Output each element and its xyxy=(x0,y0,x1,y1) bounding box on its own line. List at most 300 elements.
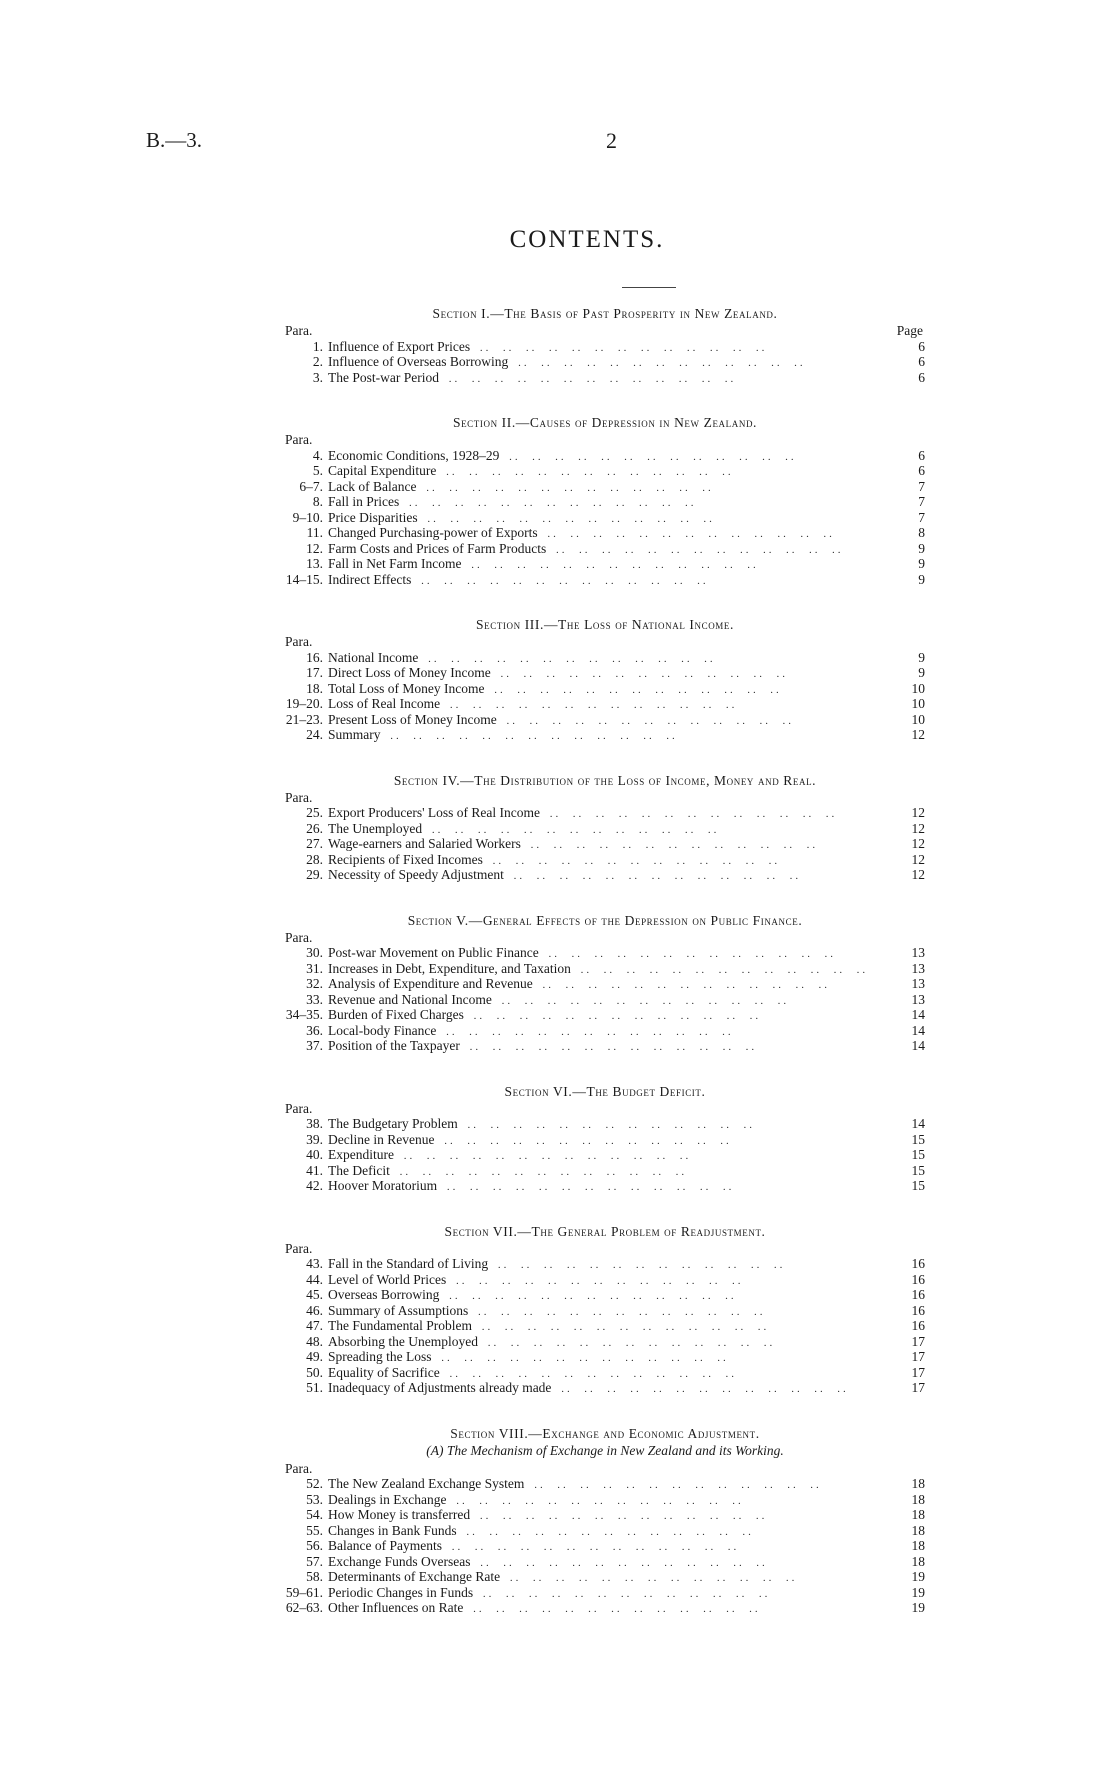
dot-leader: .. .. .. .. .. .. .. .. .. .. .. .. .. xyxy=(442,372,737,385)
para-column-label: Para. xyxy=(285,634,313,649)
entry-title: Other Influences on Rate xyxy=(328,1600,464,1615)
column-heads xyxy=(285,323,925,339)
dot-leader: .. .. .. .. .. .. .. .. .. .. .. .. .. xyxy=(397,1150,692,1162)
entry-para-number: 58. xyxy=(306,1569,323,1584)
entry-page-number: 17 xyxy=(911,1380,925,1395)
entry-title: Direct Loss of Money Income xyxy=(328,665,491,680)
dot-leader: .. .. .. .. .. .. .. .. .. .. .. .. .. xyxy=(544,808,838,820)
column-heads xyxy=(285,930,925,946)
dot-leader: .. .. .. .. .. .. .. .. .. .. .. .. .. xyxy=(474,1510,768,1522)
para-column-label: Para. xyxy=(285,323,313,338)
entry-page-number: 12 xyxy=(911,805,925,820)
entry-para-number: 1. xyxy=(312,338,323,354)
toc-entry xyxy=(285,1318,925,1334)
entry-title: Spreading the Loss xyxy=(328,1349,432,1364)
entry-title: Lack of Balance xyxy=(328,478,417,494)
entry-page-number: 18 xyxy=(911,1522,925,1538)
entry-para-number: 28. xyxy=(306,851,323,867)
entry-para-number: 4. xyxy=(312,447,323,463)
entry-para-number: 11. xyxy=(306,525,323,540)
dot-leader: .. .. .. .. .. .. .. .. .. .. .. .. .. xyxy=(463,1041,758,1053)
column-heads xyxy=(285,1101,925,1117)
dot-leader: .. .. .. .. .. .. .. .. .. .. .. .. .. xyxy=(550,543,844,556)
column-heads xyxy=(285,1461,925,1477)
entry-page-number: 13 xyxy=(911,960,925,976)
toc-entry xyxy=(285,1163,925,1179)
entry-para-number: 39. xyxy=(306,1131,323,1147)
dot-leader: .. .. .. .. .. .. .. .. .. .. .. .. .. xyxy=(486,854,781,867)
dot-leader: .. .. .. .. .. .. .. .. .. .. .. .. .. xyxy=(524,839,819,851)
entry-para-number: 37. xyxy=(306,1038,323,1053)
toc-entry xyxy=(285,541,925,557)
entry-title: Changed Purchasing-power of Exports xyxy=(328,525,538,540)
entry-page-number: 9 xyxy=(918,540,925,556)
contents-title: CONTENTS. xyxy=(509,226,665,253)
entry-para-number: 25. xyxy=(306,805,323,820)
section-title: Section VII.—The General Problem of Readjustment. xyxy=(444,1223,766,1239)
entry-page-number: 18 xyxy=(911,1507,925,1522)
dot-leader: .. .. .. .. .. .. .. .. .. .. .. .. .. xyxy=(403,497,697,509)
toc-entry xyxy=(285,370,925,386)
para-column-label: Para. xyxy=(285,929,313,945)
entry-page-number: 16 xyxy=(911,1318,925,1333)
dot-leader: .. .. .. .. .. .. .. .. .. .. .. .. .. xyxy=(443,1290,737,1302)
dot-leader: .. .. .. .. .. .. .. .. .. .. .. .. .. xyxy=(450,1494,744,1507)
entry-para-number: 62–63. xyxy=(285,1600,323,1615)
dot-leader: .. .. .. .. .. .. .. .. .. .. .. .. .. xyxy=(555,1383,849,1395)
entry-title: Local-body Finance xyxy=(328,1022,437,1038)
entry-title: The Budgetary Problem xyxy=(328,1116,458,1131)
toc-section xyxy=(285,1224,925,1396)
dot-leader: .. .. .. .. .. .. .. .. .. .. .. .. .. xyxy=(441,1181,735,1193)
toc-section xyxy=(285,617,925,743)
entry-title: Balance of Payments xyxy=(328,1538,442,1553)
dot-leader: .. .. .. .. .. .. .. .. .. .. .. .. .. xyxy=(481,1336,776,1349)
toc-entry xyxy=(285,354,925,370)
entry-para-number: 49. xyxy=(306,1349,323,1364)
entry-page-number: 17 xyxy=(911,1364,925,1380)
entry-page-number: 15 xyxy=(911,1131,925,1147)
entry-title: Capital Expenditure xyxy=(328,463,437,478)
entry-page-number: 16 xyxy=(911,1302,925,1318)
entry-page-number: 16 xyxy=(911,1287,925,1302)
entry-page-number: 9 xyxy=(918,556,925,571)
toc-entry xyxy=(285,821,925,837)
entry-title: Fall in Prices xyxy=(328,494,400,509)
dot-leader: .. .. .. .. .. .. .. .. .. .. .. .. .. xyxy=(450,1274,744,1287)
entry-page-number: 7 xyxy=(918,509,925,525)
page-number: 2 xyxy=(606,128,617,153)
entry-page-number: 13 xyxy=(911,945,925,960)
toc-entry xyxy=(285,1380,925,1396)
toc-entry xyxy=(285,1038,925,1054)
entry-page-number: 6 xyxy=(918,369,925,385)
column-heads xyxy=(285,432,925,448)
entry-title: Post-war Movement on Public Finance xyxy=(328,945,539,960)
toc-entry xyxy=(285,1334,925,1350)
toc-entry xyxy=(285,1585,925,1601)
entry-page-number: 7 xyxy=(918,478,925,494)
dot-leader: .. .. .. .. .. .. .. .. .. .. .. .. .. xyxy=(420,481,714,494)
toc-entry xyxy=(285,1507,925,1523)
dot-leader: .. .. .. .. .. .. .. .. .. .. .. .. .. xyxy=(393,1165,688,1178)
entry-title: Increases in Debt, Expenditure, and Taxation xyxy=(328,960,571,976)
entry-page-number: 9 xyxy=(918,649,925,665)
entry-para-number: 52. xyxy=(306,1476,323,1491)
entry-title: Present Loss of Money Income xyxy=(328,711,497,727)
entry-para-number: 31. xyxy=(306,960,323,976)
para-column-label: Para. xyxy=(285,1460,313,1476)
entry-para-number: 41. xyxy=(306,1162,323,1178)
entry-para-number: 6–7. xyxy=(299,478,323,494)
entry-title: Burden of Fixed Charges xyxy=(328,1007,464,1022)
entry-title: Dealings in Exchange xyxy=(328,1491,447,1507)
entry-para-number: 24. xyxy=(306,727,323,742)
entry-title: Indirect Effects xyxy=(328,571,412,587)
toc-entry xyxy=(285,572,925,588)
entry-title: Fall in the Standard of Living xyxy=(328,1256,489,1271)
entry-para-number: 57. xyxy=(306,1553,323,1569)
toc-entry xyxy=(285,556,925,572)
toc-entry xyxy=(285,1007,925,1023)
dot-leader: .. .. .. .. .. .. .. .. .. .. .. .. .. xyxy=(443,1367,737,1380)
entry-para-number: 43. xyxy=(306,1256,323,1271)
entry-title: The Deficit xyxy=(328,1162,390,1178)
dot-leader: .. .. .. .. .. .. .. .. .. .. .. .. .. xyxy=(460,1525,754,1538)
entry-title: Wage-earners and Salaried Workers xyxy=(328,836,521,851)
para-column-label: Para. xyxy=(285,1240,313,1256)
entry-title: Summary xyxy=(328,727,381,742)
toc-entry xyxy=(285,1132,925,1148)
entry-title: The Post-war Period xyxy=(328,369,439,385)
dot-leader: .. .. .. .. .. .. .. .. .. .. .. .. .. xyxy=(461,1119,755,1131)
entry-para-number: 26. xyxy=(306,820,323,836)
entry-title: How Money is transferred xyxy=(328,1507,471,1522)
dot-leader: .. .. .. .. .. .. .. .. .. .. .. .. .. xyxy=(435,1352,729,1364)
entry-para-number: 51. xyxy=(306,1380,323,1395)
section-title: Section VI.—The Budget Deficit. xyxy=(504,1083,706,1099)
entry-page-number: 13 xyxy=(911,976,925,991)
entry-para-number: 50. xyxy=(306,1364,323,1380)
toc-entry xyxy=(285,665,925,681)
dot-leader: .. .. .. .. .. .. .. .. .. .. .. .. .. xyxy=(444,699,738,711)
toc-entry xyxy=(285,510,925,526)
entry-page-number: 15 xyxy=(911,1162,925,1178)
toc-entry xyxy=(285,945,925,961)
dot-leader: .. .. .. .. .. .. .. .. .. .. .. .. .. xyxy=(495,994,790,1007)
entry-title: The New Zealand Exchange System xyxy=(328,1476,525,1491)
toc-entry xyxy=(285,1554,925,1570)
entry-title: Changes in Bank Funds xyxy=(328,1522,457,1538)
dot-leader: .. .. .. .. .. .. .. .. .. .. .. .. .. xyxy=(415,574,709,587)
entry-title: Determinants of Exchange Rate xyxy=(328,1569,501,1584)
entry-para-number: 27. xyxy=(306,836,323,851)
entry-para-number: 17. xyxy=(306,665,323,680)
entry-page-number: 15 xyxy=(911,1178,925,1193)
entry-page-number: 6 xyxy=(918,354,925,369)
dot-leader: .. .. .. .. .. .. .. .. .. .. .. .. .. xyxy=(440,1025,734,1038)
toc-entry xyxy=(285,339,925,355)
entry-para-number: 38. xyxy=(306,1116,323,1131)
toc-section xyxy=(285,1426,925,1616)
entry-title: Position of the Taxpayer xyxy=(328,1038,460,1053)
entry-title: Analysis of Expenditure and Revenue xyxy=(328,976,533,991)
entry-page-number: 19 xyxy=(911,1584,925,1600)
entry-page-number: 14 xyxy=(911,1116,925,1131)
entry-page-number: 16 xyxy=(911,1256,925,1271)
entry-para-number: 32. xyxy=(306,976,323,991)
toc-entry xyxy=(285,1569,925,1585)
toc-entry xyxy=(285,992,925,1008)
toc-entry xyxy=(285,852,925,868)
toc-entry xyxy=(285,867,925,883)
toc-entry xyxy=(285,1349,925,1365)
toc-entry xyxy=(285,805,925,821)
entry-para-number: 55. xyxy=(306,1522,323,1538)
entry-para-number: 53. xyxy=(306,1491,323,1507)
toc-entry xyxy=(285,1256,925,1272)
title-rule xyxy=(622,287,676,288)
dot-leader: .. .. .. .. .. .. .. .. .. .. .. .. .. xyxy=(474,341,768,354)
entry-page-number: 15 xyxy=(911,1147,925,1162)
entry-title: Expenditure xyxy=(328,1147,394,1162)
section-title: Section VIII.—Exchange and Economic Adjustment. xyxy=(450,1425,760,1441)
toc-entry xyxy=(285,1116,925,1132)
dot-leader: .. .. .. .. .. .. .. .. .. .. .. .. .. xyxy=(440,466,734,478)
dot-leader: .. .. .. .. .. .. .. .. .. .. .. .. .. xyxy=(512,357,806,369)
entry-page-number: 12 xyxy=(911,867,925,882)
entry-para-number: 3. xyxy=(312,369,323,385)
section-title: Section I.—The Basis of Past Prosperity in New Zealand. xyxy=(432,306,778,321)
entry-page-number: 18 xyxy=(911,1553,925,1569)
dot-leader: .. .. .. .. .. .. .. .. .. .. .. .. .. xyxy=(488,683,782,696)
toc-entry xyxy=(285,976,925,992)
toc-entry xyxy=(285,1178,925,1194)
toc-section xyxy=(285,1084,925,1194)
dot-leader: .. .. .. .. .. .. .. .. .. .. .. .. .. xyxy=(574,963,869,976)
dot-leader: .. .. .. .. .. .. .. .. .. .. .. .. .. xyxy=(492,1259,786,1271)
toc-entry xyxy=(285,1600,925,1616)
entry-page-number: 12 xyxy=(911,820,925,836)
dot-leader: .. .. .. .. .. .. .. .. .. .. .. .. .. xyxy=(472,1305,766,1318)
entry-page-number: 6 xyxy=(918,447,925,463)
section-title: Section III.—The Loss of National Income. xyxy=(476,617,734,632)
toc-entry xyxy=(285,1365,925,1381)
entry-para-number: 5. xyxy=(312,463,323,478)
entry-title: Economic Conditions, 1928–29 xyxy=(328,447,500,463)
toc-entry xyxy=(285,1287,925,1303)
entry-title: Farm Costs and Prices of Farm Products xyxy=(328,540,547,556)
entry-para-number: 48. xyxy=(306,1333,323,1349)
dot-leader: .. .. .. .. .. .. .. .. .. .. .. .. .. xyxy=(504,1572,798,1584)
dot-leader: .. .. .. .. .. .. .. .. .. .. .. .. .. xyxy=(507,870,802,882)
entry-title: Influence of Export Prices xyxy=(328,338,471,354)
section-title: Section V.—General Effects of the Depression on Public Finance. xyxy=(407,912,803,928)
entry-page-number: 13 xyxy=(911,991,925,1007)
dot-leader: .. .. .. .. .. .. .. .. .. .. .. .. .. xyxy=(438,1134,732,1147)
toc-entry xyxy=(285,463,925,479)
toc-entry xyxy=(285,696,925,712)
para-column-label: Para. xyxy=(285,1100,313,1116)
entry-para-number: 59–61. xyxy=(285,1584,323,1600)
entry-title: Exchange Funds Overseas xyxy=(328,1553,471,1569)
toc-entry xyxy=(285,494,925,510)
toc-entry xyxy=(285,1492,925,1508)
entry-title: Loss of Real Income xyxy=(328,696,441,711)
entry-title: Recipients of Fixed Incomes xyxy=(328,851,483,867)
entry-page-number: 10 xyxy=(911,711,925,727)
entry-para-number: 8. xyxy=(312,494,323,509)
dot-leader: .. .. .. .. .. .. .. .. .. .. .. .. .. xyxy=(474,1556,768,1569)
toc-entry xyxy=(285,1272,925,1288)
toc-entry xyxy=(285,1538,925,1554)
entry-page-number: 12 xyxy=(911,727,925,742)
toc-section xyxy=(285,773,925,883)
entry-para-number: 33. xyxy=(306,991,323,1007)
entry-title: Decline in Revenue xyxy=(328,1131,435,1147)
entry-title: Necessity of Speedy Adjustment xyxy=(328,867,504,882)
entry-title: Hoover Moratorium xyxy=(328,1178,438,1193)
dot-leader: .. .. .. .. .. .. .. .. .. .. .. .. .. xyxy=(477,1587,771,1600)
entry-title: Summary of Assumptions xyxy=(328,1302,469,1318)
entry-para-number: 47. xyxy=(306,1318,323,1333)
column-heads xyxy=(285,634,925,650)
column-heads xyxy=(285,790,925,806)
section-subtitle: (A) The Mechanism of Exchange in New Zealand and its Working. xyxy=(426,1442,784,1458)
toc-entry xyxy=(285,1303,925,1319)
entry-para-number: 12. xyxy=(306,540,323,556)
entry-para-number: 18. xyxy=(306,680,323,696)
entry-para-number: 14–15. xyxy=(285,571,323,587)
entry-para-number: 36. xyxy=(306,1022,323,1038)
entry-title: National Income xyxy=(328,649,419,665)
section-title: Section IV.—The Distribution of the Loss of Income, Money and Real. xyxy=(393,772,817,788)
entry-page-number: 18 xyxy=(911,1491,925,1507)
entry-page-number: 19 xyxy=(911,1600,925,1615)
entry-page-number: 14 xyxy=(911,1022,925,1038)
entry-para-number: 29. xyxy=(306,867,323,882)
entry-para-number: 45. xyxy=(306,1287,323,1302)
document-reference: B.—3. xyxy=(146,128,203,152)
entry-title: Equality of Sacrifice xyxy=(328,1364,440,1380)
entry-title: The Unemployed xyxy=(328,820,423,836)
entry-para-number: 44. xyxy=(306,1271,323,1287)
para-column-label: Para. xyxy=(285,432,313,447)
entry-page-number: 6 xyxy=(918,463,925,478)
entry-title: Export Producers' Loss of Real Income xyxy=(328,805,541,820)
entry-title: Level of World Prices xyxy=(328,1271,447,1287)
entry-para-number: 42. xyxy=(306,1178,323,1193)
entry-page-number: 18 xyxy=(911,1538,925,1553)
dot-leader: .. .. .. .. .. .. .. .. .. .. .. .. .. xyxy=(421,512,715,525)
entry-page-number: 7 xyxy=(918,494,925,509)
entry-page-number: 6 xyxy=(918,338,925,354)
entry-para-number: 19–20. xyxy=(285,696,323,711)
toc-entry xyxy=(285,1023,925,1039)
entry-page-number: 9 xyxy=(918,665,925,680)
toc-entry xyxy=(285,1523,925,1539)
entry-page-number: 17 xyxy=(911,1349,925,1364)
entry-page-number: 8 xyxy=(918,525,925,540)
toc-entry xyxy=(285,712,925,728)
dot-leader: .. .. .. .. .. .. .. .. .. .. .. .. .. xyxy=(541,528,835,540)
entry-title: Periodic Changes in Funds xyxy=(328,1584,474,1600)
entry-para-number: 13. xyxy=(306,556,323,571)
entry-para-number: 9–10. xyxy=(292,509,323,525)
page-column-label: Page xyxy=(896,323,923,338)
entry-para-number: 54. xyxy=(306,1507,323,1522)
entry-page-number: 16 xyxy=(911,1271,925,1287)
entry-page-number: 14 xyxy=(911,1038,925,1053)
entry-page-number: 18 xyxy=(911,1476,925,1491)
entry-page-number: 9 xyxy=(918,571,925,587)
toc-section xyxy=(285,415,925,587)
entry-title: Price Disparities xyxy=(328,509,418,525)
toc-entry xyxy=(285,681,925,697)
entry-page-number: 12 xyxy=(911,851,925,867)
toc-entry xyxy=(285,961,925,977)
entry-para-number: 56. xyxy=(306,1538,323,1553)
toc-entry xyxy=(285,650,925,666)
entry-title: Overseas Borrowing xyxy=(328,1287,440,1302)
entry-title: Revenue and National Income xyxy=(328,991,492,1007)
dot-leader: .. .. .. .. .. .. .. .. .. .. .. .. .. xyxy=(467,1010,762,1022)
entry-page-number: 12 xyxy=(911,836,925,851)
entry-para-number: 30. xyxy=(306,945,323,960)
entry-page-number: 10 xyxy=(911,696,925,711)
dot-leader: .. .. .. .. .. .. .. .. .. .. .. .. .. xyxy=(445,1541,740,1553)
entry-title: Absorbing the Unemployed xyxy=(328,1333,478,1349)
entry-para-number: 34–35. xyxy=(285,1007,323,1022)
entry-para-number: 46. xyxy=(306,1302,323,1318)
entry-para-number: 16. xyxy=(306,649,323,665)
entry-para-number: 2. xyxy=(312,354,323,369)
entry-title: Fall in Net Farm Income xyxy=(328,556,462,571)
dot-leader: .. .. .. .. .. .. .. .. .. .. .. .. .. xyxy=(503,450,797,463)
section-title: Section II.—Causes of Depression in New Zealand. xyxy=(452,415,758,430)
dot-leader: .. .. .. .. .. .. .. .. .. .. .. .. .. xyxy=(465,559,759,571)
entry-page-number: 19 xyxy=(911,1569,925,1584)
dot-leader: .. .. .. .. .. .. .. .. .. .. .. .. .. xyxy=(467,1603,761,1615)
entry-para-number: 21–23. xyxy=(285,711,323,727)
dot-leader: .. .. .. .. .. .. .. .. .. .. .. .. .. xyxy=(500,714,794,727)
entry-page-number: 17 xyxy=(911,1333,925,1349)
dot-leader: .. .. .. .. .. .. .. .. .. .. .. .. .. xyxy=(536,979,830,991)
toc-entry xyxy=(285,448,925,464)
dot-leader: .. .. .. .. .. .. .. .. .. .. .. .. .. xyxy=(542,948,836,960)
dot-leader: .. .. .. .. .. .. .. .. .. .. .. .. .. xyxy=(422,652,716,665)
entry-para-number: 40. xyxy=(306,1147,323,1162)
toc-entry xyxy=(285,525,925,541)
dot-leader: .. .. .. .. .. .. .. .. .. .. .. .. .. xyxy=(494,668,788,680)
page-header xyxy=(0,128,1114,158)
dot-leader: .. .. .. .. .. .. .. .. .. .. .. .. .. xyxy=(528,1479,822,1491)
column-heads xyxy=(285,1241,925,1257)
entry-title: Influence of Overseas Borrowing xyxy=(328,354,509,369)
dot-leader: .. .. .. .. .. .. .. .. .. .. .. .. .. xyxy=(426,823,720,836)
entry-page-number: 10 xyxy=(911,680,925,696)
toc-section xyxy=(285,306,925,385)
entry-title: Total Loss of Money Income xyxy=(328,680,485,696)
entry-page-number: 14 xyxy=(911,1007,925,1022)
toc-section xyxy=(285,913,925,1054)
entry-title: The Fundamental Problem xyxy=(328,1318,472,1333)
para-column-label: Para. xyxy=(285,789,313,805)
toc-entry xyxy=(285,1476,925,1492)
toc-entry xyxy=(285,836,925,852)
dot-leader: .. .. .. .. .. .. .. .. .. .. .. .. .. xyxy=(475,1321,770,1333)
toc-entry xyxy=(285,1147,925,1163)
